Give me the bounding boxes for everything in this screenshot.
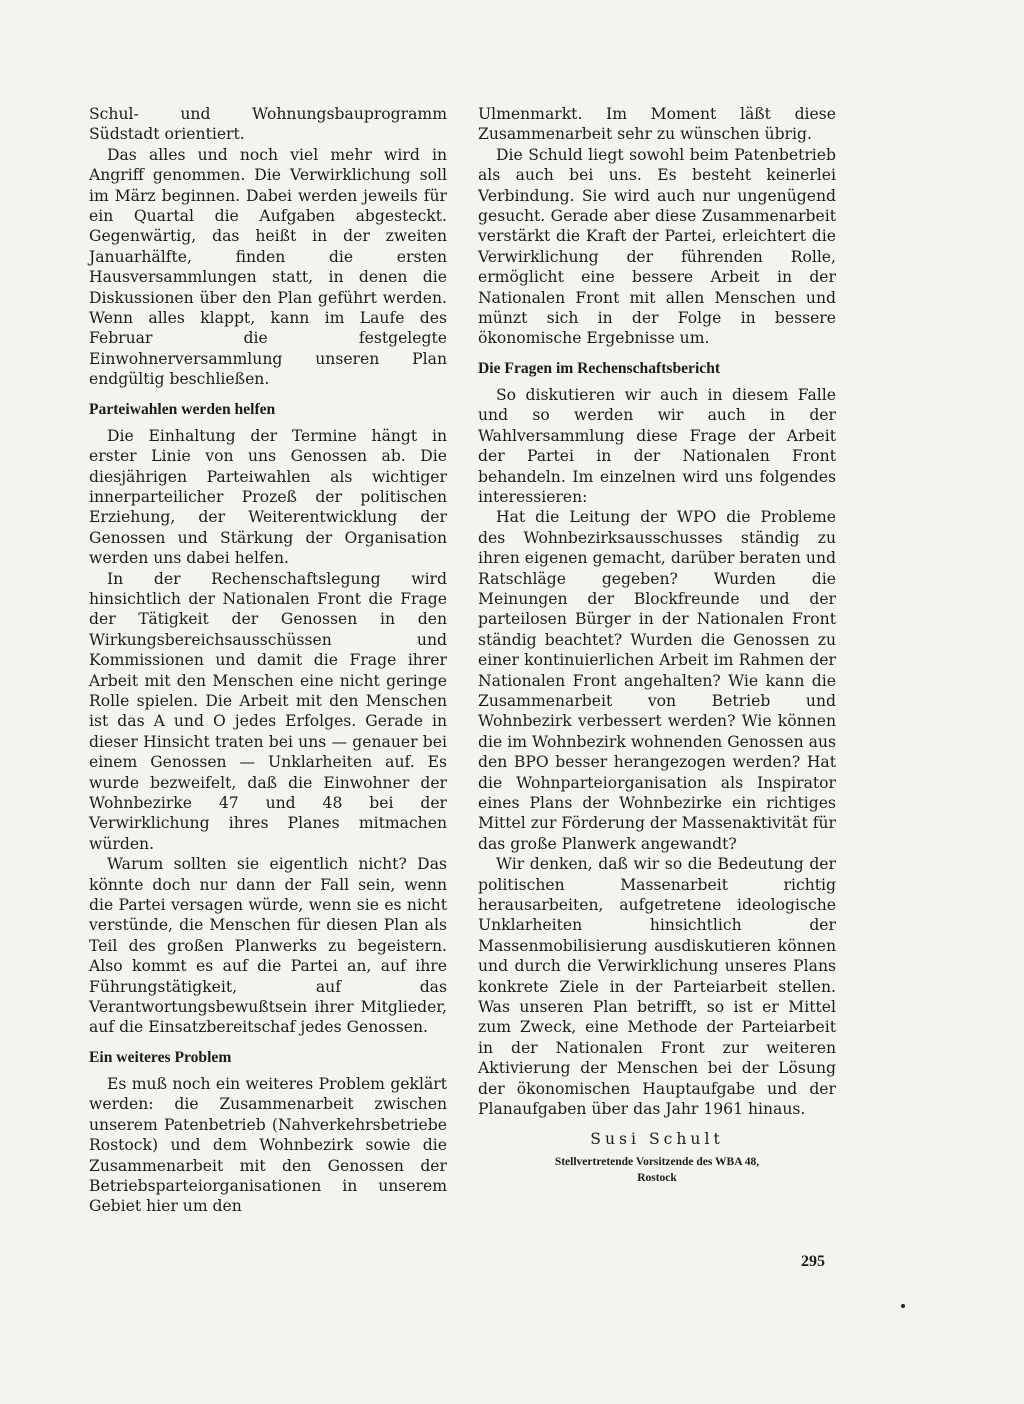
paragraph: Es muß noch ein weiteres Problem geklärt werden: die Zusammenarbeit zwischen unserem Patenbetrieb (Nahverkehrsbetriebe Rostock) und dem Wohnbezirk sowie die Zusammenarbeit mit den Genossen der Betriebsparteiorganisationen in unserem Gebiet hier um den xyxy=(89,1074,447,1216)
author-location: Rostock xyxy=(637,1171,677,1184)
paragraph: Wir denken, daß wir so die Bedeutung der politischen Massenarbeit richtig herausarbeiten, aufgetretene ideologische Unklarheiten hinsichtlich der Massenmobilisierung ausdiskutieren können und durch die Verwirklichung unseres Plans konkrete Ziele in der Parteiarbeit stellen. Was unseren Plan betrifft, so ist er Mittel zum Zweck, eine Methode der Parteiarbeit in der Nationalen Front zur weiteren Aktivierung der Menschen bei der Lösung der ökonomischen Hauptaufgabe und der Planaufgaben über das Jahr 1961 hinaus. xyxy=(478,855,836,1119)
author-name: Susi Schult xyxy=(590,1129,724,1148)
paragraph: Die Einhaltung der Termine hängt in erster Linie von uns Genossen ab. Die diesjährigen Parteiwahlen als wichtiger innerparteilicher Prozeß der politischen Erziehung, der Weiterentwicklung der Genossen und Stärkung der Organisation werden uns dabei helfen. xyxy=(89,426,447,568)
left-column xyxy=(89,104,447,1217)
page-number: 295 xyxy=(801,1253,825,1270)
section-heading: Ein weiteres Problem xyxy=(89,1048,232,1066)
paragraph: Das alles und noch viel mehr wird in Angriff genommen. Die Verwirklichung soll im März beginnen. Dabei werden jeweils für ein Quartal die Aufgaben abgesteckt. Gegenwärtig, das heißt in der zweiten Januarhälfte, finden die ersten Hausversammlungen statt, in denen die Diskussionen über den Plan geführt werden. Wenn alles klappt, kann im Laufe des Februar die festgelegte Einwohnerversammlung unseren Plan endgültig beschließen. xyxy=(89,145,447,389)
paragraph: Warum sollten sie eigentlich nicht? Das könnte doch nur dann der Fall sein, wenn die Partei versagen würde, wenn sie es nicht verstünde, die Menschen für diesen Plan als Teil des großen Planwerks zu begeistern. Also kommt es auf die Partei an, auf ihre Führungstätigkeit, auf das Verantwortungsbewußtsein ihrer Mitglieder, auf die Einsatzbereitschaf jedes Genossen. xyxy=(89,855,447,1037)
paragraph: Die Schuld liegt sowohl beim Patenbetrieb als auch bei uns. Es besteht keinerlei Verbindung. Sie wird auch nur ungenügend gesucht. Gerade aber diese Zusammenarbeit verstärkt die Kraft der Partei, erleichtert die Verwirklichung der führenden Rolle, ermöglicht eine bessere Arbeit in der Nationalen Front mit allen Menschen und münzt sich in der Folge in bessere ökonomische Ergebnisse um. xyxy=(478,145,836,348)
paragraph: Schul- und Wohnungsbauprogramm Südstadt orientiert. xyxy=(89,105,447,144)
section-heading: Die Fragen im Rechenschaftsbericht xyxy=(478,359,721,377)
author-role-line: Stellvertretende Vorsitzende des WBA 48, xyxy=(554,1155,760,1168)
ink-speck xyxy=(901,1304,905,1308)
paragraph: So diskutieren wir auch in diesem Falle und so werden wir auch in der Wahlversammlung diese Frage der Arbeit der Partei in der Nationalen Front behandeln. Im einzelnen wird uns folgendes interessieren: xyxy=(478,385,836,506)
author-role xyxy=(478,1154,836,1186)
section-heading: Parteiwahlen werden helfen xyxy=(89,400,276,418)
paragraph: Hat die Leitung der WPO die Probleme des Wohnbezirksausschusses ständig zu ihren eigenen gemacht, darüber beraten und Ratschläge gegeben? Wurden die Meinungen der Blockfreunde und der parteilosen Bürger in der Nationalen Front ständig beachtet? Wurden die Genossen zu einer kontinuierlichen Arbeit im Rahmen der Nationalen Front angehalten? Wie kann die Zusammenarbeit von Betrieb und Wohnbezirk verbessert werden? Wie können die im Wohnbezirk wohnenden Genossen aus den BPO besser herangezogen werden? Hat die Wohnparteiorganisation als Inspirator eines Plans der Wohnbezirke ein richtiges Mittel zur Förderung der Massenaktivität für das große Planwerk angewandt? xyxy=(478,508,836,853)
paragraph: In der Rechenschaftslegung wird hinsichtlich der Nationalen Front die Frage der Tätigkeit der Genossen in den Wirkungsbereichsausschüssen und Kommissionen und damit die Frage ihrer Arbeit mit den Menschen eine nicht geringe Rolle spielen. Die Arbeit mit den Menschen ist das A und O jedes Erfolges. Gerade in dieser Hinsicht traten bei uns — genauer bei einem Genossen — Unklarheiten auf. Es wurde bezweifelt, daß die Einwohner der Wohnbezirke 47 und 48 bei der Verwirklichung ihres Planes mitmachen würden. xyxy=(89,569,447,853)
paragraph: Ulmenmarkt. Im Moment läßt diese Zusammenarbeit sehr zu wünschen übrig. xyxy=(478,105,836,144)
right-column xyxy=(478,104,836,1186)
